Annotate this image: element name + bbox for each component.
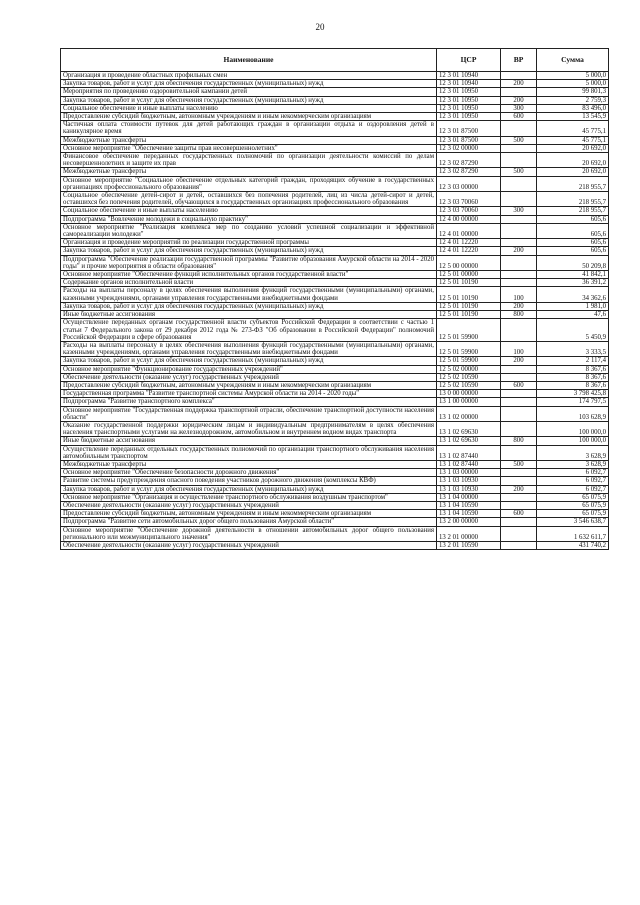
row-vr-cell: 500 [501,168,537,176]
row-sum-cell: 8 367,6 [537,373,609,381]
row-csr-cell: 13 1 02 00000 [437,406,501,421]
row-csr-cell: 12 3 03 70060 [437,192,501,207]
row-vr-cell [501,271,537,279]
row-sum-cell: 8 367,6 [537,365,609,373]
row-name-cell: Обеспечение деятельности (оказание услуг) государственных учреждений [61,541,437,549]
row-vr-cell: 100 [501,287,537,302]
row-vr-cell [501,365,537,373]
row-sum-cell: 605,6 [537,247,609,255]
row-name-cell: Частичная оплата стоимости путевок для детей работающих граждан в организации отдыха и оздоровления детей в каникулярное время [61,121,437,136]
row-csr-cell: 12 3 02 87290 [437,153,501,168]
row-csr-cell: 12 3 02 87290 [437,168,501,176]
row-name-cell: Закупка товаров, работ и услуг для обеспечения государственных (муниципальных) нужд [61,96,437,104]
row-sum-cell: 174 797,5 [537,398,609,406]
row-name-cell: Предоставление субсидий бюджетным, автономным учреждениям и иным некоммерческим организациям [61,381,437,389]
row-vr-cell [501,398,537,406]
row-vr-cell [501,390,537,398]
row-csr-cell: 12 5 02 00000 [437,365,501,373]
row-name-cell: Закупка товаров, работ и услуг для обеспечения государственных (муниципальных) нужд [61,357,437,365]
row-sum-cell: 605,6 [537,223,609,238]
row-name-cell: Социальное обеспечение и иные выплаты населению [61,207,437,215]
table-body [61,72,609,550]
row-vr-cell [501,421,537,436]
table-row [61,518,609,526]
row-csr-cell: 12 3 01 87500 [437,121,501,136]
row-sum-cell: 5 450,9 [537,319,609,342]
row-sum-cell: 8 367,6 [537,381,609,389]
row-csr-cell: 12 3 01 87500 [437,136,501,144]
row-sum-cell: 100 000,0 [537,437,609,445]
row-vr-cell: 100 [501,341,537,356]
row-sum-cell: 45 775,1 [537,121,609,136]
row-vr-cell [501,373,537,381]
table-row [61,390,609,398]
row-name-cell: Подпрограмма "Развитие транспортного комплекса" [61,398,437,406]
row-sum-cell: 45 775,1 [537,136,609,144]
row-csr-cell: 13 1 02 69630 [437,437,501,445]
table-row [61,445,609,460]
table-row [61,215,609,223]
row-name-cell: Основное мероприятие "Социальное обеспечение отдельных категорий граждан, проходящих обучение в государственных организациях профессионального образования" [61,176,437,191]
row-name-cell: Мероприятия по проведению оздоровительной кампании детей [61,88,437,96]
row-csr-cell: 12 4 00 00000 [437,215,501,223]
row-name-cell: Закупка товаров, работ и услуг для обеспечения государственных (муниципальных) нужд [61,485,437,493]
row-name-cell: Государственная программа "Развитие транспортной системы Амурской области на 2014 - 2020 годы" [61,390,437,398]
row-name-cell: Межбюджетные трансферты [61,136,437,144]
row-vr-cell [501,239,537,247]
row-sum-cell: 13 545,9 [537,113,609,121]
row-name-cell: Развитие системы предупреждения опасного поведения участников дорожного движения (комплексы КВФ) [61,477,437,485]
row-name-cell: Основное мероприятие "Государственная поддержка транспортной отрасли, обеспечение транспортной доступности населения области" [61,406,437,421]
row-sum-cell: 20 692,0 [537,144,609,152]
row-vr-cell [501,176,537,191]
table-row [61,460,609,468]
table-row [61,437,609,445]
table-header-row [61,49,609,72]
row-sum-cell: 3 628,9 [537,460,609,468]
row-vr-cell: 200 [501,357,537,365]
header-sum: Сумма [537,49,609,72]
row-sum-cell: 605,6 [537,215,609,223]
row-name-cell: Основное мероприятие "Обеспечение функций исполнительных органов государственной власти" [61,271,437,279]
row-vr-cell: 800 [501,311,537,319]
row-csr-cell: 12 5 01 10190 [437,311,501,319]
row-vr-cell: 600 [501,381,537,389]
row-csr-cell: 12 4 01 00000 [437,223,501,238]
table-row [61,176,609,191]
row-sum-cell: 103 628,9 [537,406,609,421]
table-row [61,311,609,319]
table-row [61,136,609,144]
row-sum-cell: 1 632 611,7 [537,526,609,541]
table-row [61,287,609,302]
row-vr-cell [501,223,537,238]
row-vr-cell [501,445,537,460]
row-name-cell: Организация и проведение мероприятий по реализации государственной программы [61,239,437,247]
table-row [61,72,609,80]
table-row [61,153,609,168]
row-vr-cell: 500 [501,136,537,144]
table-row [61,192,609,207]
row-name-cell: Обеспечение деятельности (оказание услуг) государственных учреждений [61,501,437,509]
row-name-cell: Закупка товаров, работ и услуг для обеспечения государственных (муниципальных) нужд [61,80,437,88]
table-row [61,398,609,406]
table-row [61,255,609,270]
table-row [61,121,609,136]
row-csr-cell: 12 5 01 10190 [437,279,501,287]
row-vr-cell: 200 [501,247,537,255]
row-name-cell: Закупка товаров, работ и услуг для обеспечения государственных (муниципальных) нужд [61,302,437,310]
row-name-cell: Расходы на выплаты персоналу в целях обеспечения выполнения функций государственными (муниципальными) органами, казенными учреждениями, органами управления государственными внебюджетными фондами [61,341,437,356]
table-row [61,279,609,287]
row-csr-cell: 12 3 01 10950 [437,113,501,121]
table-row [61,406,609,421]
row-vr-cell: 600 [501,113,537,121]
row-vr-cell [501,526,537,541]
row-csr-cell: 12 5 01 00000 [437,271,501,279]
table-row [61,207,609,215]
row-sum-cell: 431 740,2 [537,541,609,549]
row-csr-cell: 13 2 00 00000 [437,518,501,526]
row-vr-cell [501,406,537,421]
table-row [61,485,609,493]
row-vr-cell [501,72,537,80]
row-csr-cell: 12 3 01 10950 [437,104,501,112]
row-name-cell: Предоставление субсидий бюджетным, автономным учреждениям и иным некоммерческим организациям [61,113,437,121]
row-name-cell: Основное мероприятие "Организация и осуществление транспортного обслуживания воздушным транспортом" [61,493,437,501]
row-sum-cell: 83 496,0 [537,104,609,112]
table-row [61,96,609,104]
row-vr-cell [501,192,537,207]
row-csr-cell: 13 1 03 10930 [437,477,501,485]
row-vr-cell: 200 [501,302,537,310]
row-csr-cell: 12 4 01 12220 [437,247,501,255]
row-vr-cell [501,493,537,501]
row-vr-cell: 800 [501,437,537,445]
table-row [61,104,609,112]
row-vr-cell: 600 [501,510,537,518]
table-row [61,510,609,518]
row-csr-cell: 12 5 02 10590 [437,373,501,381]
row-vr-cell: 200 [501,96,537,104]
row-sum-cell: 218 955,7 [537,176,609,191]
row-name-cell: Содержание органов исполнительной власти [61,279,437,287]
table-row [61,223,609,238]
row-vr-cell [501,215,537,223]
row-sum-cell: 100 000,0 [537,421,609,436]
row-name-cell: Расходы на выплаты персоналу в целях обеспечения выполнения функций государственными (муниципальными) органами, казенными учреждениями, органами управления государственными внебюджетными фондами [61,287,437,302]
row-vr-cell [501,88,537,96]
row-csr-cell: 12 5 02 10590 [437,381,501,389]
row-sum-cell: 47,6 [537,311,609,319]
row-sum-cell: 41 842,1 [537,271,609,279]
row-sum-cell: 218 955,7 [537,207,609,215]
row-name-cell: Осуществление переданных органам государственной власти субъектов Российской Федерации в соответствии с частью 1 статьи 7 Федерального закона от 29 декабря 2012 года № 273-ФЗ "Об образовании в Российской Федерации" полномочий Российской Федерации в сфере образования [61,319,437,342]
row-csr-cell: 12 5 01 59900 [437,341,501,356]
row-csr-cell: 13 2 01 10590 [437,541,501,549]
row-csr-cell: 13 1 03 10930 [437,485,501,493]
row-csr-cell: 12 3 01 10940 [437,72,501,80]
row-sum-cell: 65 075,9 [537,501,609,509]
row-csr-cell: 13 0 00 00000 [437,390,501,398]
header-name: Наименование [61,49,437,72]
row-name-cell: Подпрограмма "Развитие сети автомобильных дорог общего пользования Амурской области" [61,518,437,526]
row-vr-cell [501,477,537,485]
row-vr-cell: 500 [501,460,537,468]
row-vr-cell [501,501,537,509]
row-name-cell: Иные бюджетные ассигнования [61,437,437,445]
row-sum-cell: 99 801,3 [537,88,609,96]
row-sum-cell: 5 000,0 [537,72,609,80]
row-csr-cell: 12 5 01 10190 [437,302,501,310]
row-sum-cell: 605,6 [537,239,609,247]
row-vr-cell [501,153,537,168]
row-vr-cell [501,518,537,526]
row-name-cell: Подпрограмма "Обеспечение реализации государственной программы "Развитие образования Амурской области на 2014 - 2020 годы" и прочие мероприятия в области образования" [61,255,437,270]
row-sum-cell: 2 117,4 [537,357,609,365]
row-sum-cell: 20 692,0 [537,153,609,168]
row-name-cell: Межбюджетные трансферты [61,168,437,176]
table-row [61,80,609,88]
row-sum-cell: 3 628,9 [537,445,609,460]
table-row [61,239,609,247]
table-row [61,365,609,373]
row-name-cell: Осуществление переданных отдельных государственных полномочий по организации транспортного обслуживания населения автомобильным транспортом [61,445,437,460]
row-sum-cell: 65 075,9 [537,493,609,501]
row-csr-cell: 12 4 01 12220 [437,239,501,247]
row-name-cell: Обеспечение деятельности (оказание услуг) государственных учреждений [61,373,437,381]
row-name-cell: Основное мероприятие "Функционирование государственных учреждений" [61,365,437,373]
header-csr: ЦСР [437,49,501,72]
row-sum-cell: 3 546 638,7 [537,518,609,526]
row-name-cell: Социальное обеспечение детей-сирот и детей, оставшихся без попечения родителей, лиц из числа детей-сирот и детей, оставшихся без попечения родителей, обучающихся в государственных организациях профессионального образования [61,192,437,207]
row-csr-cell: 12 5 01 10190 [437,287,501,302]
row-csr-cell: 13 1 00 00000 [437,398,501,406]
row-csr-cell: 12 3 01 10940 [437,80,501,88]
row-csr-cell: 12 3 01 10950 [437,88,501,96]
row-sum-cell: 218 955,7 [537,192,609,207]
row-csr-cell: 13 1 02 87440 [437,445,501,460]
row-csr-cell: 12 3 01 10950 [437,96,501,104]
row-vr-cell: 200 [501,80,537,88]
table-row [61,247,609,255]
table-row [61,541,609,549]
row-csr-cell: 12 5 01 59900 [437,357,501,365]
row-vr-cell: 300 [501,207,537,215]
row-name-cell: Иные бюджетные ассигнования [61,311,437,319]
row-vr-cell: 200 [501,485,537,493]
row-sum-cell: 34 362,6 [537,287,609,302]
row-vr-cell [501,469,537,477]
table-row [61,469,609,477]
row-sum-cell: 65 075,9 [537,510,609,518]
table-row [61,501,609,509]
row-sum-cell: 6 092,7 [537,469,609,477]
table-row [61,271,609,279]
table-row [61,341,609,356]
row-csr-cell: 13 1 04 10590 [437,510,501,518]
row-sum-cell: 6 092,7 [537,485,609,493]
row-vr-cell [501,255,537,270]
table-row [61,357,609,365]
row-name-cell: Предоставление субсидий бюджетным, автономным учреждениям и иным некоммерческим организациям [61,510,437,518]
table-row [61,144,609,152]
row-name-cell: Межбюджетные трансферты [61,460,437,468]
row-name-cell: Подпрограмма "Вовлечение молодежи в социальную практику" [61,215,437,223]
row-name-cell: Оказание государственной поддержки юридическим лицам и индивидуальным предпринимателям в целях обеспечения населения транспортными услугами на железнодорожном, автомобильном и внутреннем водном видах транспорта [61,421,437,436]
row-name-cell: Основное мероприятие "Обеспечение защиты прав несовершеннолетних" [61,144,437,152]
row-name-cell: Закупка товаров, работ и услуг для обеспечения государственных (муниципальных) нужд [61,247,437,255]
row-sum-cell: 36 391,2 [537,279,609,287]
row-name-cell: Основное мероприятие "Обеспечение дорожной деятельности в отношении автомобильных дорог общего пользования регионального или межмуниципального значения" [61,526,437,541]
table-row [61,373,609,381]
table-row [61,302,609,310]
table-row [61,477,609,485]
row-vr-cell [501,279,537,287]
row-csr-cell: 12 3 03 70060 [437,207,501,215]
row-sum-cell: 6 092,7 [537,477,609,485]
row-name-cell: Финансовое обеспечение переданных государственных полномочий по организации деятельности комиссий по делам несовершеннолетних и защите их прав [61,153,437,168]
budget-table [60,48,609,550]
table-row [61,88,609,96]
row-name-cell: Социальное обеспечение и иные выплаты населению [61,104,437,112]
row-csr-cell: 12 3 03 00000 [437,176,501,191]
table-row [61,493,609,501]
row-csr-cell: 13 1 02 69630 [437,421,501,436]
row-sum-cell: 5 000,0 [537,80,609,88]
row-csr-cell: 12 3 02 00000 [437,144,501,152]
row-sum-cell: 3 798 425,8 [537,390,609,398]
table-row [61,421,609,436]
row-vr-cell [501,319,537,342]
header-vr: ВР [501,49,537,72]
row-csr-cell: 12 5 00 00000 [437,255,501,270]
row-vr-cell [501,144,537,152]
row-vr-cell [501,541,537,549]
row-name-cell: Организация и проведение областных профильных смен [61,72,437,80]
table-row [61,113,609,121]
row-name-cell: Основное мероприятие "Обеспечение безопасности дорожного движения" [61,469,437,477]
row-csr-cell: 13 1 04 10590 [437,501,501,509]
table-row [61,168,609,176]
row-csr-cell: 13 1 02 87440 [437,460,501,468]
row-sum-cell: 20 692,0 [537,168,609,176]
row-sum-cell: 3 333,5 [537,341,609,356]
row-sum-cell: 2 759,3 [537,96,609,104]
row-csr-cell: 13 1 04 00000 [437,493,501,501]
row-name-cell: Основное мероприятие "Реализация комплекса мер по созданию условий успешной социализации и эффективной самореализации молодежи" [61,223,437,238]
page-number: 20 [315,22,325,32]
row-vr-cell [501,121,537,136]
row-sum-cell: 1 981,0 [537,302,609,310]
row-csr-cell: 12 5 01 59900 [437,319,501,342]
row-sum-cell: 50 209,8 [537,255,609,270]
table-row [61,381,609,389]
row-csr-cell: 13 1 03 00000 [437,469,501,477]
row-csr-cell: 13 2 01 00000 [437,526,501,541]
table-row [61,526,609,541]
row-vr-cell: 300 [501,104,537,112]
table-row [61,319,609,342]
